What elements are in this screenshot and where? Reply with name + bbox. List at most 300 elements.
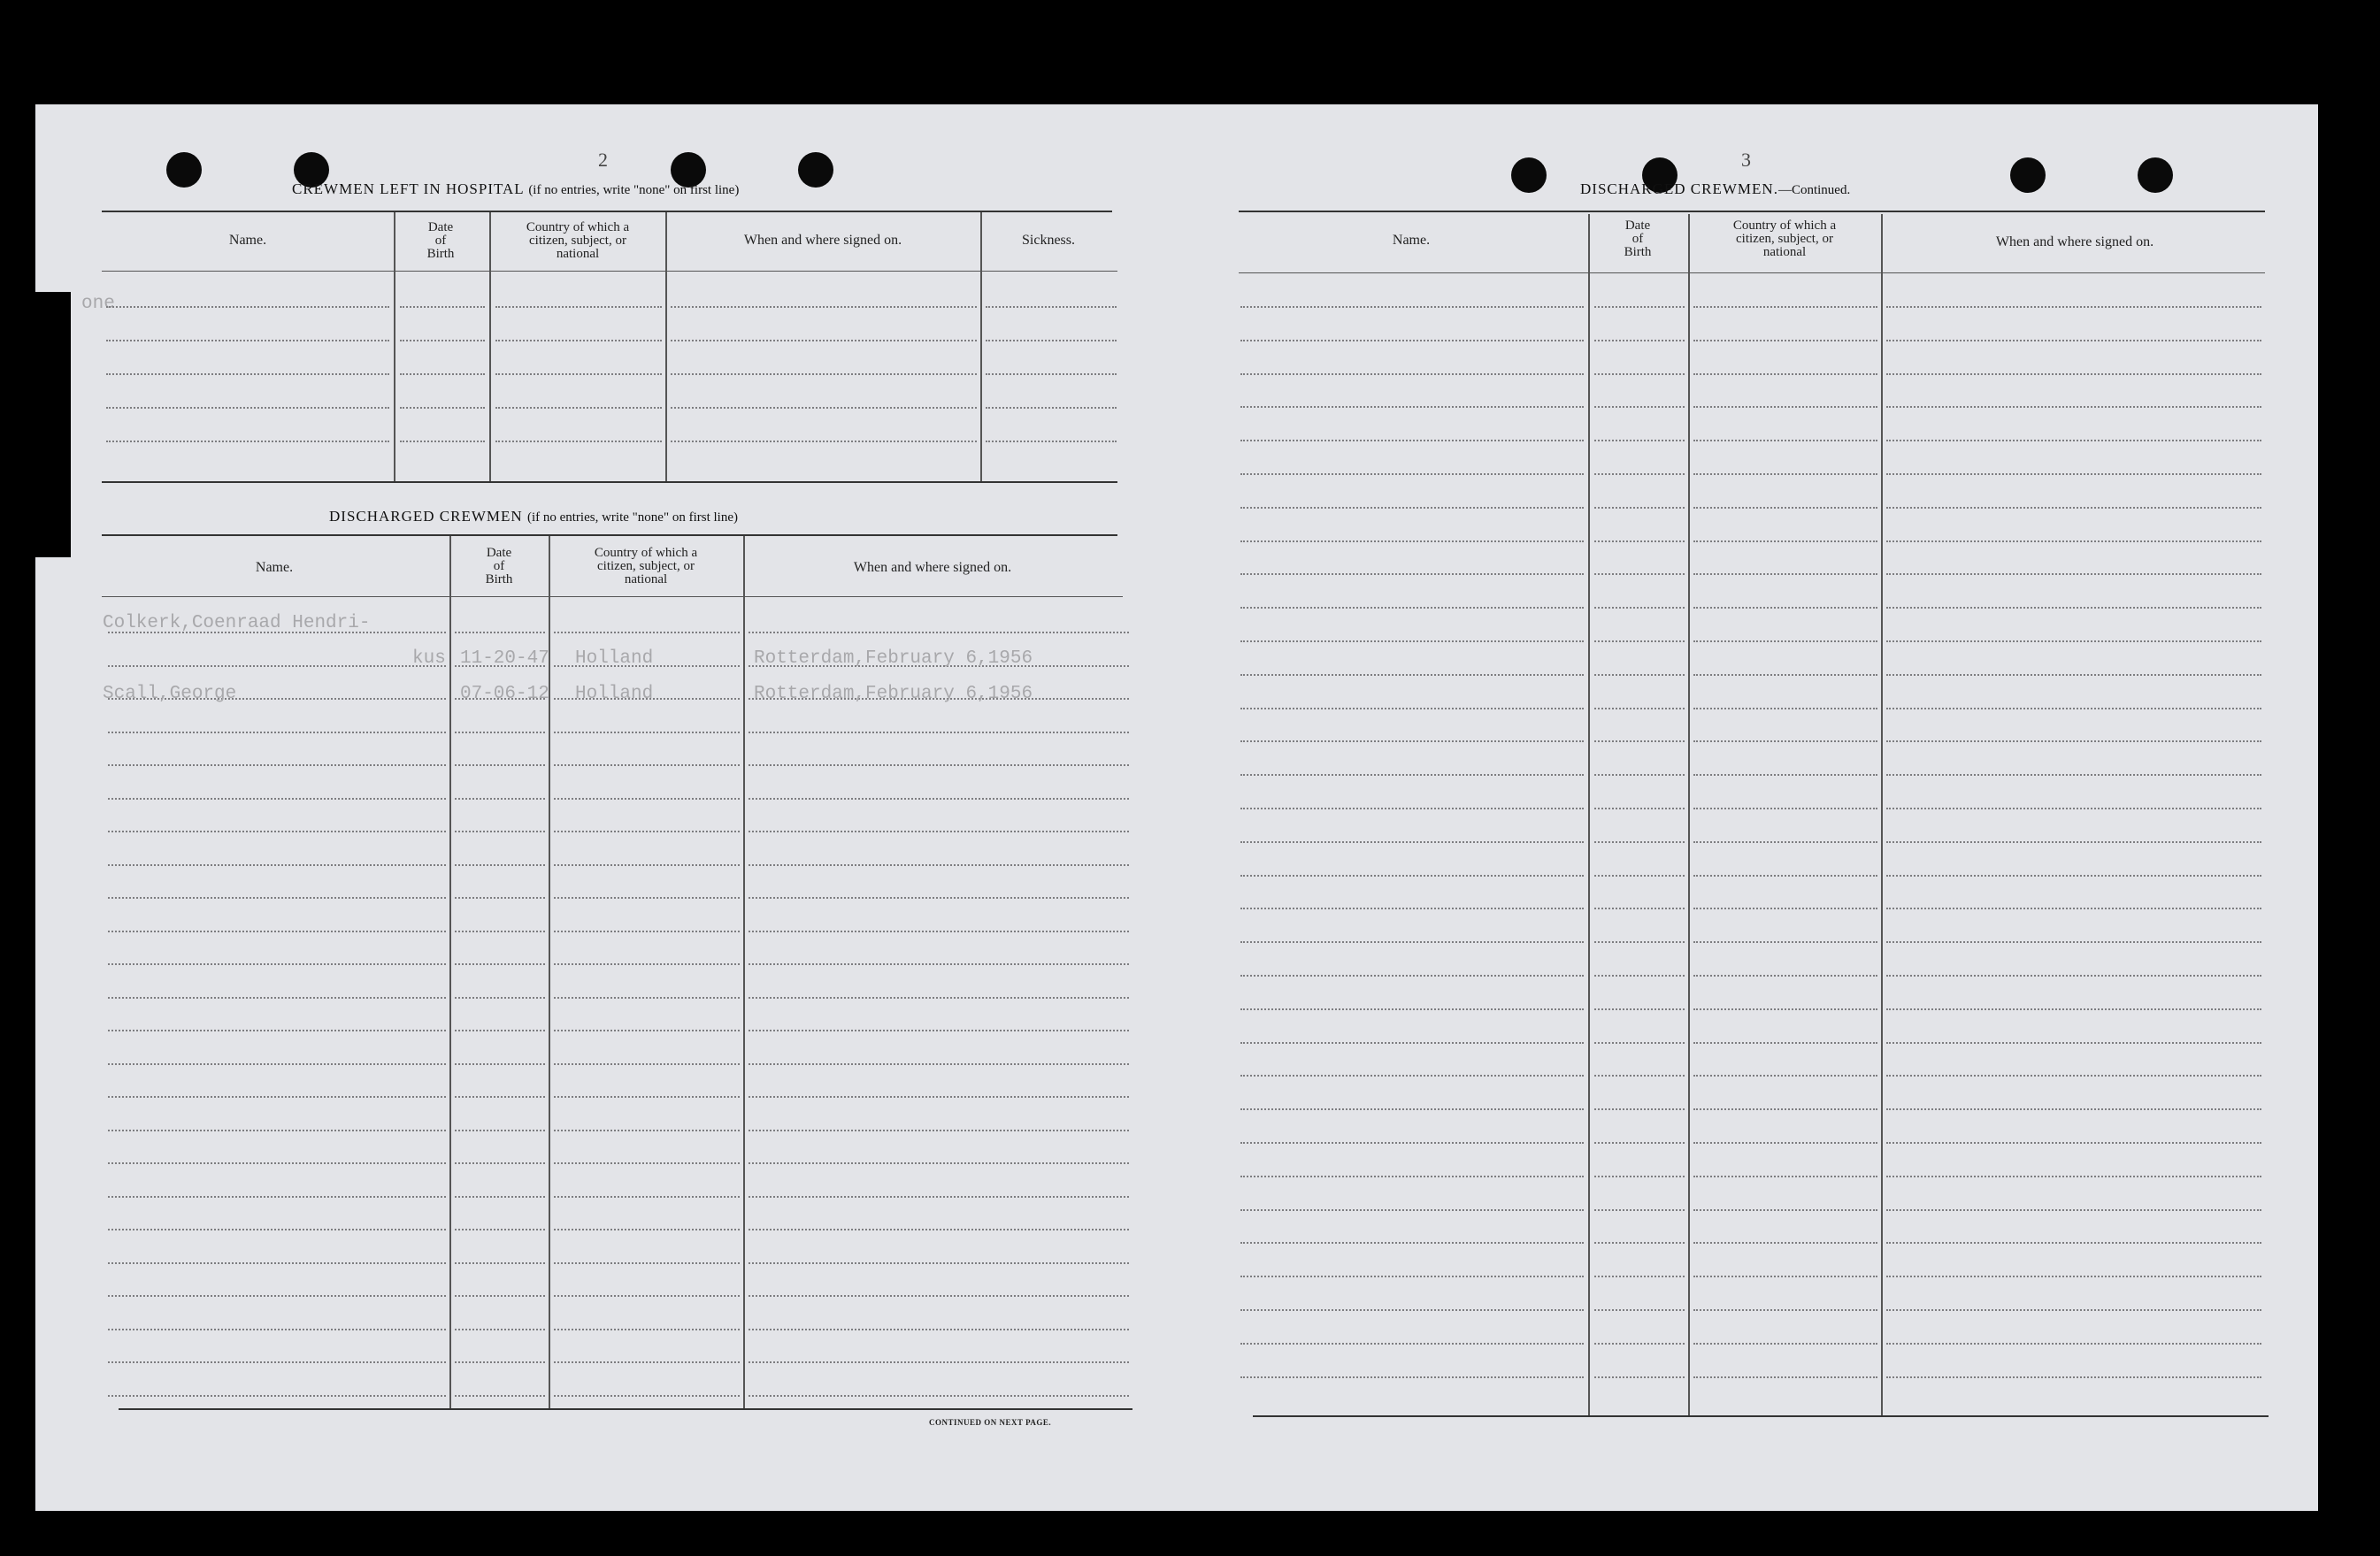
discharged-section-title xyxy=(329,508,738,525)
ruled-line xyxy=(400,373,485,375)
ruled-line xyxy=(1693,1209,1877,1211)
right-col-country: Country of which a citizen, subject, or national xyxy=(1732,218,1837,259)
ruled-line xyxy=(455,764,545,766)
page-number-left: 2 xyxy=(598,149,608,171)
ruled-line xyxy=(1594,1075,1685,1077)
right-table-top-rule xyxy=(1239,211,2265,212)
ruled-line xyxy=(1886,1209,2261,1211)
ruled-line xyxy=(1240,975,1584,977)
ruled-line xyxy=(108,1196,446,1198)
ruled-line xyxy=(1240,406,1584,408)
ruled-line xyxy=(554,831,740,832)
ruled-line xyxy=(495,340,662,341)
discharged-col-country: Country of which a citizen, subject, or national xyxy=(594,546,698,586)
crew-entry-name: Scall,George xyxy=(103,684,237,704)
ruled-line xyxy=(1886,640,2261,642)
hospital-entry-none: one xyxy=(81,294,115,314)
ruled-line xyxy=(554,963,740,965)
punch-hole xyxy=(2138,157,2173,193)
ruled-line xyxy=(1240,540,1584,542)
ruled-line xyxy=(1693,1108,1877,1110)
ruled-line xyxy=(108,1130,446,1131)
ruled-line xyxy=(1240,1276,1584,1277)
crew-entry-name: Colkerk,Coenraad Hendri- xyxy=(103,613,371,633)
ruled-line xyxy=(455,1063,545,1065)
ruled-line xyxy=(108,997,446,999)
ruled-line xyxy=(1594,1309,1685,1311)
ruled-line xyxy=(1886,306,2261,308)
ruled-line xyxy=(1240,640,1584,642)
ruled-line xyxy=(1693,1075,1877,1077)
hospital-col-sickness: Sickness. xyxy=(1022,233,1075,248)
ruled-line xyxy=(1886,908,2261,909)
ruled-line xyxy=(108,1096,446,1098)
ruled-line xyxy=(749,1262,1129,1264)
crew-entry-country: Holland xyxy=(575,684,654,704)
ruled-line xyxy=(749,1162,1129,1164)
ruled-line xyxy=(1594,975,1685,977)
ruled-line xyxy=(1594,406,1685,408)
ruled-line xyxy=(455,1196,545,1198)
ruled-line xyxy=(554,1329,740,1330)
ruled-line xyxy=(1594,1376,1685,1378)
ruled-line xyxy=(749,632,1129,633)
ruled-line xyxy=(455,963,545,965)
ruled-line xyxy=(106,340,389,341)
ruled-line xyxy=(1693,440,1877,441)
discharged-title-text: DISCHARGED CREWMEN xyxy=(329,508,523,525)
ruled-line xyxy=(108,963,446,965)
ruled-line xyxy=(1240,808,1584,809)
ruled-line xyxy=(1693,1008,1877,1010)
ruled-line xyxy=(749,1096,1129,1098)
ruled-line xyxy=(1594,740,1685,742)
ruled-line xyxy=(1886,808,2261,809)
hospital-col-name: Name. xyxy=(228,233,267,248)
ruled-line xyxy=(1886,540,2261,542)
ruled-line xyxy=(1693,774,1877,776)
ruled-line xyxy=(108,798,446,800)
ruled-line xyxy=(108,1063,446,1065)
ruled-line xyxy=(1594,640,1685,642)
ruled-line xyxy=(1594,540,1685,542)
ruled-line xyxy=(1594,708,1685,709)
ruled-line xyxy=(986,441,1117,442)
ruled-line xyxy=(749,1329,1129,1330)
ruled-line xyxy=(455,931,545,932)
ruled-line xyxy=(986,407,1117,409)
ruled-line xyxy=(455,997,545,999)
ruled-line xyxy=(1886,674,2261,676)
hospital-col-country: Country of which a citizen, subject, or national xyxy=(526,220,630,261)
ruled-line xyxy=(1693,975,1877,977)
ruled-line xyxy=(455,1030,545,1031)
punch-hole xyxy=(1511,157,1547,193)
right-col-name: Name. xyxy=(1392,233,1431,248)
ruled-line xyxy=(1886,1376,2261,1378)
ruled-line xyxy=(1886,941,2261,943)
ruled-line xyxy=(986,340,1117,341)
ruled-line xyxy=(1886,1075,2261,1077)
ruled-line xyxy=(1240,674,1584,676)
ruled-line xyxy=(554,1295,740,1297)
ruled-line xyxy=(455,798,545,800)
ruled-line xyxy=(554,931,740,932)
ruled-line xyxy=(455,1361,545,1363)
discharged-col-name: Name. xyxy=(255,560,294,575)
ruled-line xyxy=(1240,841,1584,843)
ruled-line xyxy=(108,1395,446,1397)
page-number-right: 3 xyxy=(1741,149,1751,171)
ruled-line xyxy=(749,1361,1129,1363)
hospital-title-text: CREWMEN LEFT IN HOSPITAL xyxy=(292,180,525,197)
ruled-line xyxy=(1594,1142,1685,1144)
ruled-line xyxy=(1240,373,1584,375)
ruled-line xyxy=(554,1395,740,1397)
ruled-line xyxy=(1693,573,1877,575)
ruled-line xyxy=(1240,573,1584,575)
ruled-line xyxy=(1693,1309,1877,1311)
ruled-line xyxy=(986,373,1117,375)
ruled-line xyxy=(108,665,446,667)
ruled-line xyxy=(1594,808,1685,809)
ruled-line xyxy=(1886,406,2261,408)
hospital-table-bottom-rule xyxy=(102,481,1117,483)
right-title-suffix: —Continued. xyxy=(1777,183,1851,197)
ruled-line xyxy=(749,1030,1129,1031)
hospital-col-dob: Date of Birth xyxy=(426,220,455,261)
ruled-line xyxy=(554,864,740,866)
ruled-line xyxy=(1240,1142,1584,1144)
ruled-line xyxy=(1240,708,1584,709)
ruled-line xyxy=(1886,507,2261,509)
punch-hole xyxy=(2010,157,2046,193)
ruled-line xyxy=(1594,1108,1685,1110)
ruled-line xyxy=(455,1262,545,1264)
ruled-line xyxy=(1693,1176,1877,1177)
ruled-line xyxy=(1886,1242,2261,1244)
right-header-rule xyxy=(1239,272,2265,273)
ruled-line xyxy=(1594,373,1685,375)
discharged-col-divider xyxy=(743,536,745,1408)
discharged-table-bottom-rule xyxy=(119,1408,1132,1410)
hospital-col-divider xyxy=(489,212,491,481)
ruled-line xyxy=(1594,1176,1685,1177)
ruled-line xyxy=(749,1130,1129,1131)
ruled-line xyxy=(1693,941,1877,943)
ruled-line xyxy=(554,1096,740,1098)
ruled-line xyxy=(1240,1309,1584,1311)
ruled-line xyxy=(1240,306,1584,308)
ruled-line xyxy=(671,373,977,375)
ruled-line xyxy=(455,1229,545,1230)
torn-edge xyxy=(35,292,71,557)
ruled-line xyxy=(106,373,389,375)
ruled-line xyxy=(554,1229,740,1230)
ruled-line xyxy=(1594,1008,1685,1010)
ruled-line xyxy=(1886,1276,2261,1277)
crew-entry-signed-on: Rotterdam,February 6,1956 xyxy=(754,648,1033,669)
ruled-line xyxy=(554,1262,740,1264)
ruled-line xyxy=(400,340,485,341)
ruled-line xyxy=(455,1395,545,1397)
ruled-line xyxy=(495,441,662,442)
ruled-line xyxy=(1594,1242,1685,1244)
ruled-line xyxy=(1240,774,1584,776)
ruled-line xyxy=(1594,573,1685,575)
discharged-header-rule xyxy=(102,596,1123,597)
ruled-line xyxy=(1594,875,1685,877)
ruled-line xyxy=(1886,774,2261,776)
hospital-col-divider xyxy=(980,212,982,481)
right-section-title xyxy=(1580,180,1850,198)
right-table-bottom-rule xyxy=(1253,1415,2269,1417)
ruled-line xyxy=(1594,841,1685,843)
ruled-line xyxy=(554,897,740,899)
ruled-line xyxy=(1240,440,1584,441)
ruled-line xyxy=(108,1162,446,1164)
hospital-col-divider xyxy=(394,212,395,481)
crew-entry-name-cont: kus xyxy=(412,648,446,669)
right-title-text: DISCHARGED CREWMEN. xyxy=(1580,180,1778,197)
ruled-line xyxy=(1886,975,2261,977)
ruled-line xyxy=(1693,473,1877,475)
ruled-line xyxy=(1594,340,1685,341)
ruled-line xyxy=(1886,1176,2261,1177)
ruled-line xyxy=(1240,941,1584,943)
punch-hole xyxy=(798,152,833,188)
ruled-line xyxy=(1693,1142,1877,1144)
continued-footer: CONTINUED ON NEXT PAGE. xyxy=(929,1418,1052,1427)
ruled-line xyxy=(1240,875,1584,877)
right-col-divider xyxy=(1688,214,1690,1415)
ruled-line xyxy=(108,1262,446,1264)
ruled-line xyxy=(671,407,977,409)
ruled-line xyxy=(1240,1376,1584,1378)
ruled-line xyxy=(1886,340,2261,341)
ruled-line xyxy=(1240,1008,1584,1010)
ruled-line xyxy=(749,864,1129,866)
ruled-line xyxy=(749,963,1129,965)
ruled-line xyxy=(455,1295,545,1297)
ruled-line xyxy=(1693,306,1877,308)
ruled-line xyxy=(455,1130,545,1131)
ruled-line xyxy=(1594,440,1685,441)
ruled-line xyxy=(1886,1008,2261,1010)
ruled-line xyxy=(1886,607,2261,609)
ruled-line xyxy=(1240,507,1584,509)
ruled-line xyxy=(986,306,1117,308)
ruled-line xyxy=(749,897,1129,899)
ruled-line xyxy=(749,1229,1129,1230)
ruled-line xyxy=(1886,1108,2261,1110)
ruled-line xyxy=(554,1162,740,1164)
ruled-line xyxy=(1693,740,1877,742)
ruled-line xyxy=(108,831,446,832)
discharged-table-top-rule xyxy=(102,534,1117,536)
ruled-line xyxy=(1886,708,2261,709)
ruled-line xyxy=(455,864,545,866)
ruled-line xyxy=(749,1395,1129,1397)
ruled-line xyxy=(108,1329,446,1330)
ruled-line xyxy=(1693,1242,1877,1244)
ruled-line xyxy=(1594,908,1685,909)
ruled-line xyxy=(749,1196,1129,1198)
ruled-line xyxy=(1594,1209,1685,1211)
ruled-line xyxy=(1240,607,1584,609)
ruled-line xyxy=(1693,674,1877,676)
ruled-line xyxy=(400,306,485,308)
ruled-line xyxy=(1594,607,1685,609)
ruled-line xyxy=(1886,1042,2261,1044)
ruled-line xyxy=(455,1096,545,1098)
crew-entry-signed-on: Rotterdam,February 6,1956 xyxy=(754,684,1033,704)
ruled-line xyxy=(554,1196,740,1198)
discharged-col-dob: Date of Birth xyxy=(485,546,513,586)
ruled-line xyxy=(1240,740,1584,742)
ruled-line xyxy=(1886,740,2261,742)
ruled-line xyxy=(455,831,545,832)
ruled-line xyxy=(108,1030,446,1031)
ruled-line xyxy=(554,764,740,766)
ruled-line xyxy=(455,897,545,899)
ruled-line xyxy=(1693,640,1877,642)
ruled-line xyxy=(108,764,446,766)
ruled-line xyxy=(1693,1343,1877,1345)
ruled-line xyxy=(1594,306,1685,308)
ruled-line xyxy=(554,1130,740,1131)
ruled-line xyxy=(1594,774,1685,776)
ruled-line xyxy=(1886,1142,2261,1144)
ruled-line xyxy=(749,931,1129,932)
ruled-line xyxy=(1240,1242,1584,1244)
ruled-line xyxy=(108,732,446,733)
ruled-line xyxy=(1693,841,1877,843)
right-col-signed-on: When and where signed on. xyxy=(1995,234,2154,249)
ruled-line xyxy=(1693,406,1877,408)
ruled-line xyxy=(1594,1042,1685,1044)
ruled-line xyxy=(671,441,977,442)
ruled-line xyxy=(1693,708,1877,709)
ruled-line xyxy=(108,931,446,932)
ruled-line xyxy=(749,997,1129,999)
ruled-line xyxy=(1240,340,1584,341)
ruled-line xyxy=(1886,473,2261,475)
ruled-line xyxy=(108,1361,446,1363)
ruled-line xyxy=(1886,1343,2261,1345)
ruled-line xyxy=(749,764,1129,766)
ruled-line xyxy=(1240,1075,1584,1077)
punch-hole xyxy=(166,152,202,188)
crew-entry-dob: 07-06-12 xyxy=(460,684,549,704)
ruled-line xyxy=(1594,1276,1685,1277)
ruled-line xyxy=(1693,875,1877,877)
ruled-line xyxy=(400,441,485,442)
ruled-line xyxy=(554,1030,740,1031)
hospital-header-rule xyxy=(102,271,1117,272)
ruled-line xyxy=(749,798,1129,800)
ruled-line xyxy=(749,732,1129,733)
ruled-line xyxy=(554,732,740,733)
ruled-line xyxy=(1693,1276,1877,1277)
ruled-line xyxy=(1240,1176,1584,1177)
ruled-line xyxy=(749,1063,1129,1065)
ruled-line xyxy=(1693,340,1877,341)
ruled-line xyxy=(1240,908,1584,909)
ruled-line xyxy=(1240,473,1584,475)
ruled-line xyxy=(108,1295,446,1297)
ruled-line xyxy=(554,1063,740,1065)
crew-entry-country: Holland xyxy=(575,648,654,669)
ruled-line xyxy=(1886,841,2261,843)
ruled-line xyxy=(1693,908,1877,909)
discharged-col-divider xyxy=(449,536,451,1408)
ruled-line xyxy=(495,373,662,375)
ruled-line xyxy=(108,1229,446,1230)
ruled-line xyxy=(495,306,662,308)
ruled-line xyxy=(1886,875,2261,877)
ruled-line xyxy=(1594,1343,1685,1345)
ruled-line xyxy=(495,407,662,409)
ruled-line xyxy=(455,632,545,633)
ruled-line xyxy=(455,1162,545,1164)
ruled-line xyxy=(455,732,545,733)
hospital-col-signed-on: When and where signed on. xyxy=(743,233,902,248)
ruled-line xyxy=(554,798,740,800)
ruled-line xyxy=(1594,941,1685,943)
ruled-line xyxy=(554,997,740,999)
ruled-line xyxy=(108,897,446,899)
ruled-line xyxy=(400,407,485,409)
hospital-table-top-rule xyxy=(102,211,1112,212)
right-col-dob: Date of Birth xyxy=(1624,218,1652,259)
ruled-line xyxy=(1693,1376,1877,1378)
right-col-divider xyxy=(1881,214,1883,1415)
hospital-section-title xyxy=(292,180,739,198)
ruled-line xyxy=(106,306,389,308)
ruled-line xyxy=(106,407,389,409)
discharged-instruction: (if no entries, write "none" on first line) xyxy=(526,510,738,525)
ruled-line xyxy=(1886,1309,2261,1311)
ruled-line xyxy=(1594,473,1685,475)
ruled-line xyxy=(1693,373,1877,375)
ruled-line xyxy=(554,1361,740,1363)
ruled-line xyxy=(1240,1209,1584,1211)
right-col-divider xyxy=(1588,214,1590,1415)
ruled-line xyxy=(1693,540,1877,542)
ruled-line xyxy=(1594,674,1685,676)
ruled-line xyxy=(1886,373,2261,375)
crew-entry-dob: 11-20-47 xyxy=(460,648,549,669)
hospital-instruction: (if no entries, write "none" on first line) xyxy=(528,183,740,197)
hospital-col-divider xyxy=(665,212,667,481)
ruled-line xyxy=(455,1329,545,1330)
ruled-line xyxy=(1240,1343,1584,1345)
ruled-line xyxy=(1240,1108,1584,1110)
ruled-line xyxy=(1240,1042,1584,1044)
ruled-line xyxy=(671,306,977,308)
ruled-line xyxy=(106,441,389,442)
discharged-col-signed-on: When and where signed on. xyxy=(853,560,1012,575)
ruled-line xyxy=(554,632,740,633)
ruled-line xyxy=(1693,607,1877,609)
ruled-line xyxy=(1693,1042,1877,1044)
ruled-line xyxy=(1886,440,2261,441)
ruled-line xyxy=(108,864,446,866)
ruled-line xyxy=(749,1295,1129,1297)
ruled-line xyxy=(1693,507,1877,509)
ruled-line xyxy=(1886,573,2261,575)
